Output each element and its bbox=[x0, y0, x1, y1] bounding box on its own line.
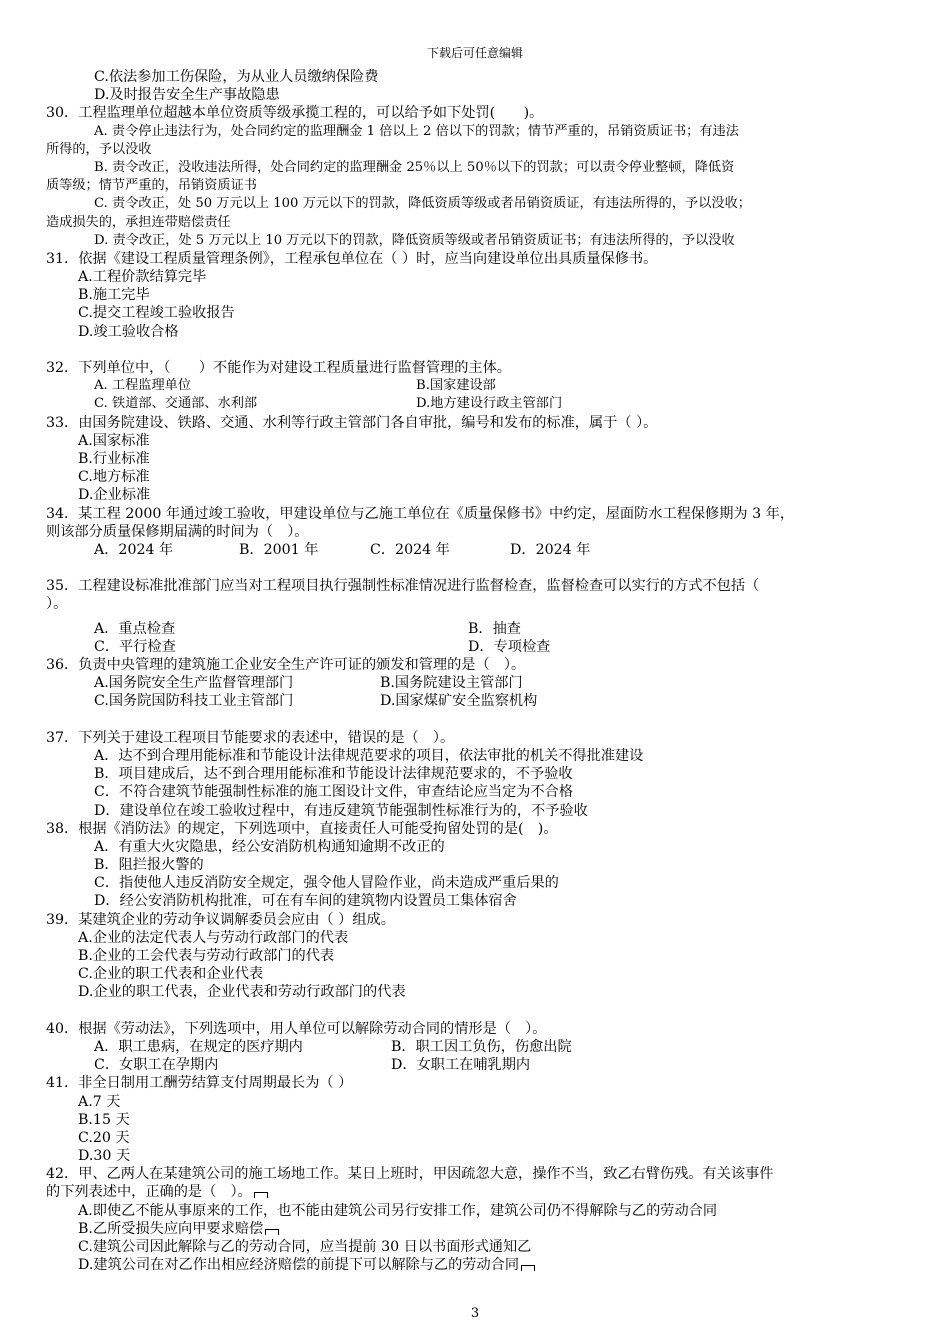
q39-option-a: A.企业的法定代表人与劳动行政部门的代表 bbox=[78, 929, 349, 946]
page-number: 3 bbox=[470, 1306, 480, 1321]
q32-option-b: B.国家建设部 bbox=[416, 378, 496, 394]
q32-option-d: D.地方建设行政主管部门 bbox=[416, 396, 563, 412]
q42-option-c: C.建筑公司因此解除与乙的劳动合同，应当提前 30 日以书面形式通知乙 bbox=[78, 1239, 532, 1255]
q42-stem-cont: 的下列表述中，正确的是（ ）。 bbox=[46, 1184, 252, 1201]
q38-option-b: B．阻拦报火警的 bbox=[94, 857, 204, 874]
q41-stem: 41．非全日制用工酬劳结算支付周期最长为（ ） bbox=[46, 1075, 353, 1092]
q29-option-c: C.依法参加工伤保险，为从业人员缴纳保险费 bbox=[94, 69, 379, 85]
q33-option-b: B.行业标准 bbox=[78, 450, 150, 467]
q35-stem: 35．工程建设标准批准部门应当对工程项目执行强制性标准情况进行监督检查，监督检查可以实行的方式不包括（ bbox=[46, 578, 760, 595]
q33-option-c: C.地方标准 bbox=[78, 469, 150, 486]
q29-option-d: D.及时报告安全生产事故隐患 bbox=[94, 87, 280, 104]
q40-stem: 40．根据《劳动法》，下列选项中，用人单位可以解除劳动合同的情形是（ ）。 bbox=[46, 1020, 547, 1037]
q37-option-c: C．不符合建筑节能强制性标准的施工图设计文件，审查结论应当定为不合格 bbox=[94, 784, 574, 801]
q30-option-c-cont: 造成损失的，承担连带赔偿责任 bbox=[46, 214, 231, 230]
q37-option-b: B．项目建成后，达不到合理用能标准和节能设计法律规范要求的，不予验收 bbox=[94, 766, 573, 783]
q30-option-b: B. 责令改正，没收违法所得，处合同约定的监理酬金 25％以上 50％以下的罚款；可以责令停业整顿，降低资 bbox=[94, 159, 735, 175]
q30-option-d: D. 责令改正，处 5 万元以上 10 万元以下的罚款，降低资质等级或者吊销资质证书；有违法所得的，予以没收 bbox=[94, 232, 735, 248]
q40-option-d: D．女职工在哺乳期内 bbox=[391, 1057, 531, 1074]
q38-stem: 38．根据《消防法》的规定，下列选项中，直接责任人可能受拘留处罚的是( )。 bbox=[46, 820, 558, 837]
q30-stem: 30．工程监理单位超越本单位资质等级承揽工程的，可以给予如下处罚( )。 bbox=[46, 105, 544, 122]
q31-option-d: D.竣工验收合格 bbox=[78, 323, 179, 340]
q42-stem: 42．甲、乙两人在某建筑公司的施工场地工作。某日上班时，甲因疏忽大意，操作不当，致乙右臂伤残。有关该事件 bbox=[46, 1166, 774, 1183]
q41-option-b: B.15 天 bbox=[78, 1111, 130, 1128]
q30-option-a-cont: 所得的，予以没收 bbox=[46, 141, 152, 157]
q35-option-c: C．平行检查 bbox=[94, 638, 176, 655]
page-content bbox=[46, 68, 916, 1274]
q40-option-c: C．女职工在孕期内 bbox=[94, 1057, 219, 1074]
q34-option-b: B．2001 年 bbox=[239, 541, 319, 558]
q32-option-c: C. 铁道部、交通部、水利部 bbox=[94, 396, 258, 412]
q33-stem: 33．由国务院建设、铁路、交通、水利等行政主管部门各自审批，编号和发布的标准，属于（ ）。 bbox=[46, 414, 658, 431]
q34-option-d: D．2024 年 bbox=[510, 541, 591, 558]
q41-option-c: C.20 天 bbox=[78, 1129, 130, 1146]
q42-option-d: D.建筑公司在对乙作出相应经济赔偿的前提下可以解除与乙的劳动合同 bbox=[78, 1257, 520, 1274]
q31-option-c: C.提交工程竣工验收报告 bbox=[78, 305, 235, 322]
q40-option-a: A．职工患病，在规定的医疗期内 bbox=[94, 1038, 303, 1055]
q35-stem-cont: ）。 bbox=[46, 596, 68, 613]
q34-option-c: C．2024 年 bbox=[370, 541, 450, 558]
paragraph-mark-icon bbox=[254, 1192, 268, 1198]
q42-option-a: A.即使乙不能从事原来的工作，也不能由建筑公司另行安排工作，建筑公司仍不得解除与乙的劳动合同 bbox=[78, 1202, 718, 1219]
q34-stem: 34．某工程 2000 年通过竣工验收，甲建设单位与乙施工单位在《质量保修书》中约定，屋面防水工程保修期为 3 年， bbox=[46, 505, 795, 522]
paragraph-mark-icon bbox=[265, 1229, 279, 1235]
q31-stem: 31．依据《建设工程质量管理条例》，工程承包单位在（ ）时，应当向建设单位出具质量保修书。 bbox=[46, 250, 658, 267]
q36-stem: 36．负责中央管理的建筑施工企业安全生产许可证的颁发和管理的是（ ）。 bbox=[46, 657, 526, 673]
q36-option-c: C.国务院国防科技工业主管部门 bbox=[94, 693, 294, 710]
q35-option-d: D．专项检查 bbox=[468, 638, 551, 655]
q42-option-b: B.乙所受损失应向甲要求赔偿 bbox=[78, 1220, 264, 1237]
page-header: 下载后可任意编辑 bbox=[426, 46, 523, 60]
q36-option-a: A.国务院安全生产监督管理部门 bbox=[94, 675, 294, 692]
q38-option-d: D．经公安消防机构批准，可在有车间的建筑物内设置员工集体宿舍 bbox=[94, 893, 517, 910]
q40-option-b: B．职工因工负伤，伤愈出院 bbox=[391, 1038, 572, 1055]
q37-option-d: D．建设单位在竣工验收过程中，有违反建筑节能强制性标准行为的，不予验收 bbox=[94, 802, 588, 819]
q33-option-a: A.国家标准 bbox=[78, 432, 150, 449]
q41-option-d: D.30 天 bbox=[78, 1148, 131, 1165]
paragraph-mark-icon bbox=[521, 1265, 535, 1271]
q30-option-a: A. 责令停止违法行为，处合同约定的监理酬金 1 倍以上 2 倍以下的罚款；情节严重的，吊销资质证书；有违法 bbox=[94, 123, 739, 139]
q35-option-a: A．重点检查 bbox=[94, 620, 176, 637]
q30-option-b-cont: 质等级；情节严重的，吊销资质证书 bbox=[46, 178, 257, 194]
q38-option-c: C．指使他人违反消防安全规定，强令他人冒险作业，尚未造成严重后果的 bbox=[94, 875, 559, 892]
q35-option-b: B．抽查 bbox=[468, 620, 521, 637]
q33-option-d: D.企业标准 bbox=[78, 487, 151, 504]
q41-option-a: A.7 天 bbox=[78, 1093, 121, 1110]
q32-stem: 32．下列单位中，（ ）不能作为对建设工程质量进行监督管理的主体。 bbox=[46, 360, 511, 376]
q37-option-a: A．达不到合理用能标准和节能设计法律规范要求的项目，依法审批的机关不得批准建设 bbox=[94, 747, 644, 764]
q30-option-c: C. 责令改正，处 50 万元以上 100 万元以下的罚款，降低资质等级或者吊销资质证，有违法所得的，予以没收； bbox=[94, 196, 751, 212]
q38-option-a: A．有重大火灾隐患，经公安消防机构通知逾期不改正的 bbox=[94, 838, 445, 855]
q37-stem: 37．下列关于建设工程项目节能要求的表述中，错误的是（ ）。 bbox=[46, 729, 455, 746]
q32-option-a: A. 工程监理单位 bbox=[94, 378, 192, 394]
q31-option-b: B.施工完毕 bbox=[78, 287, 150, 304]
q39-option-d: D.企业的职工代表，企业代表和劳动行政部门的代表 bbox=[78, 984, 406, 1001]
q34-stem-cont: 则该部分质量保修期届满的时间为（ ）。 bbox=[46, 523, 309, 540]
q39-option-b: B.企业的工会代表与劳动行政部门的代表 bbox=[78, 948, 335, 964]
q31-option-a: A.工程价款结算完毕 bbox=[78, 269, 207, 286]
q36-option-b: B.国务院建设主管部门 bbox=[380, 675, 523, 692]
q39-stem: 39．某建筑企业的劳动争议调解委员会应由（ ）组成。 bbox=[46, 911, 395, 928]
q39-option-c: C.企业的职工代表和企业代表 bbox=[78, 966, 264, 983]
q34-option-a: A．2024 年 bbox=[94, 541, 174, 558]
q36-option-d: D.国家煤矿安全监察机构 bbox=[380, 693, 538, 710]
